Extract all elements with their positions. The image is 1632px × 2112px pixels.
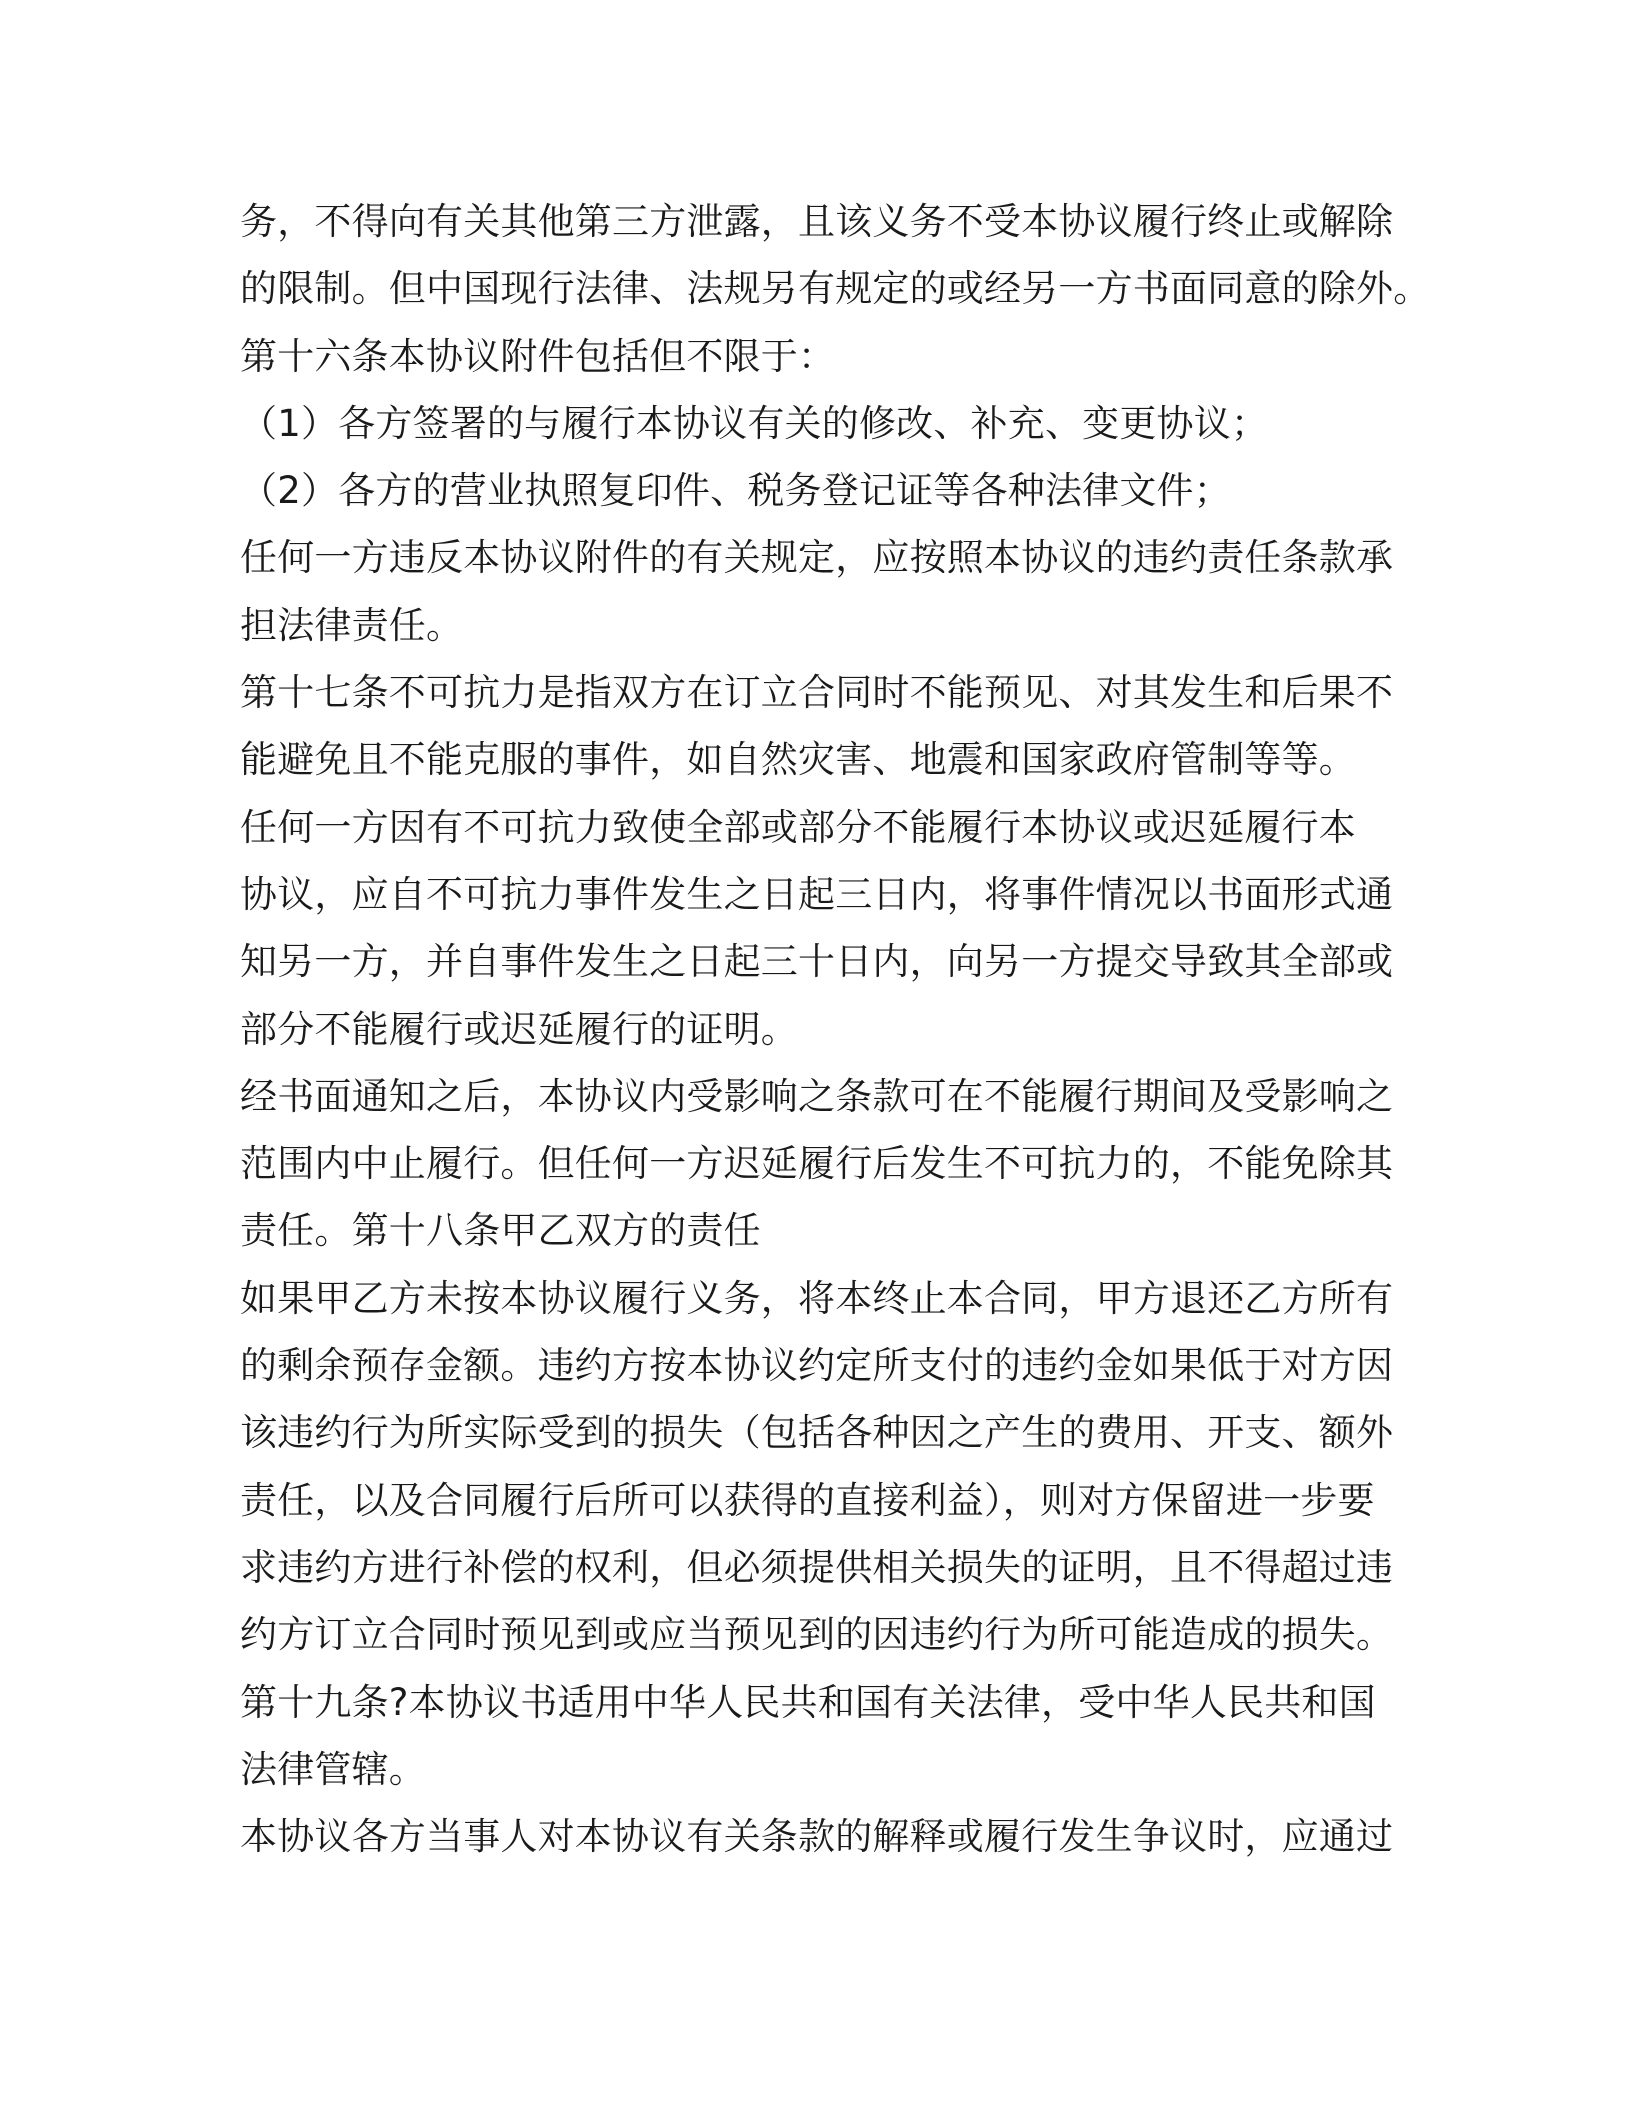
text-line: 责任，以及合同履行后所可以获得的直接利益），则对方保留进一步要 bbox=[240, 1478, 1375, 1522]
article-19-heading: 第十九条?本协议书适用中华人民共和国有关法律，受中华人民共和国 bbox=[240, 1680, 1376, 1724]
text-line: 部分不能履行或迟延履行的证明。 bbox=[240, 1007, 798, 1051]
text-line: 任何一方违反本协议附件的有关规定，应按照本协议的违约责任条款承 bbox=[240, 536, 1394, 580]
text-line: 务，不得向有关其他第三方泄露，且该义务不受本协议履行终止或解除 bbox=[240, 200, 1394, 243]
text-line: 的限制。但中国现行法律、法规另有规定的或经另一方书面同意的除外。 bbox=[240, 267, 1431, 311]
text-line: 担法律责任。 bbox=[240, 603, 464, 647]
article-16-heading: 第十六条本协议附件包括但不限于： bbox=[240, 334, 836, 378]
article-17-heading: 第十七条不可抗力是指双方在订立合同时不能预见、对其发生和后果不 bbox=[240, 671, 1394, 715]
text-line: 的剩余预存金额。违约方按本协议约定所支付的违约金如果低于对方因 bbox=[240, 1344, 1394, 1388]
text-line: 如果甲乙方未按本协议履行义务，将本终止本合同，甲方退还乙方所有 bbox=[240, 1276, 1394, 1320]
article-18-heading: 责任。第十八条甲乙双方的责任 bbox=[240, 1209, 761, 1253]
text-line: 约方订立合同时预见到或应当预见到的因违约行为所可能造成的损失。 bbox=[240, 1613, 1394, 1657]
text-line: 协议，应自不可抗力事件发生之日起三日内，将事件情况以书面形式通 bbox=[240, 872, 1394, 916]
text-line: 知另一方，并自事件发生之日起三十日内，向另一方提交导致其全部或 bbox=[240, 940, 1394, 984]
list-item-1: （1）各方签署的与履行本协议有关的修改、补充、变更协议； bbox=[240, 401, 1269, 445]
text-line: 任何一方因有不可抗力致使全部或部分不能履行本协议或迟延履行本 bbox=[240, 805, 1356, 849]
text-line: 法律管辖。 bbox=[240, 1747, 426, 1791]
document-body bbox=[240, 188, 1431, 1870]
text-line: 求违约方进行补偿的权利，但必须提供相关损失的证明，且不得超过违 bbox=[240, 1545, 1394, 1589]
text-line: 能避免且不能克服的事件，如自然灾害、地震和国家政府管制等等。 bbox=[240, 738, 1356, 782]
text-line: 本协议各方当事人对本协议有关条款的解释或履行发生争议时，应通过 bbox=[240, 1815, 1394, 1859]
text-line: 范围内中止履行。但任何一方迟延履行后发生不可抗力的，不能免除其 bbox=[240, 1142, 1394, 1186]
text-line: 经书面通知之后，本协议内受影响之条款可在不能履行期间及受影响之 bbox=[240, 1074, 1394, 1118]
text-line: 该违约行为所实际受到的损失（包括各种因之产生的费用、开支、额外 bbox=[240, 1411, 1394, 1455]
list-item-2: （2）各方的营业执照复印件、税务登记证等各种法律文件； bbox=[240, 469, 1231, 513]
